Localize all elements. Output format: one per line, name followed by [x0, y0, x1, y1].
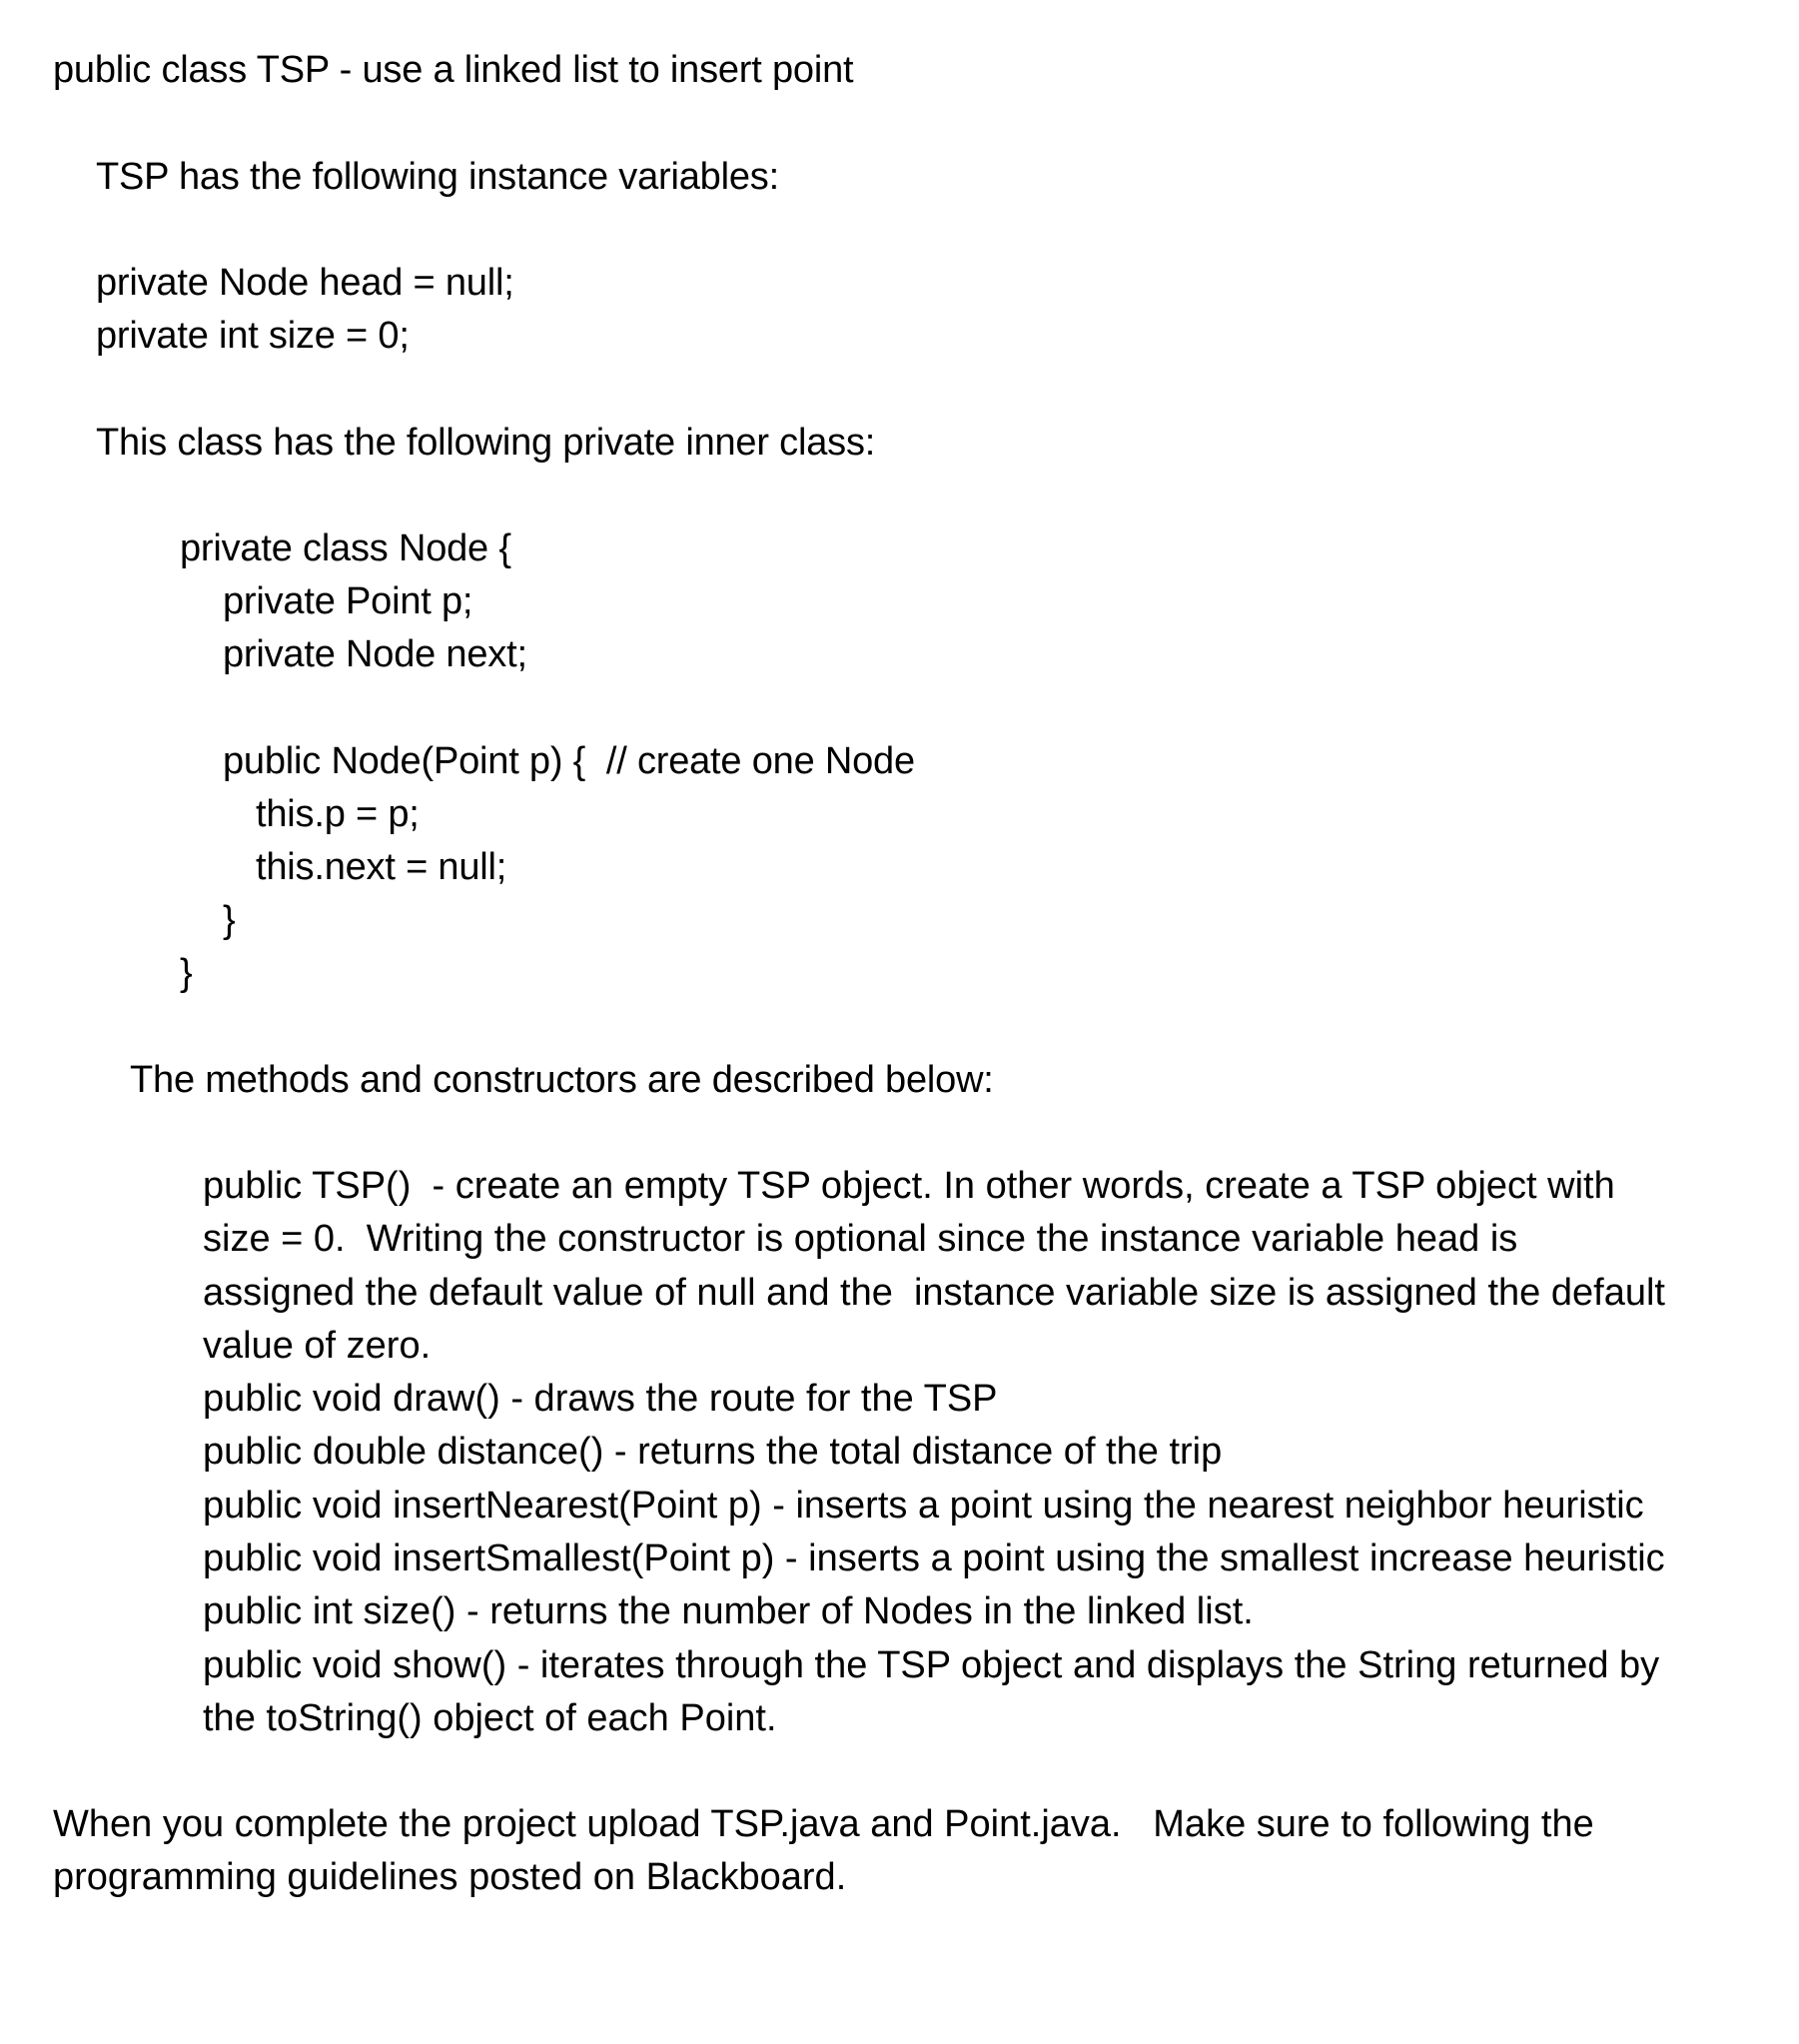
methods-list — [203, 1160, 1665, 1745]
method-line: public void insertNearest(Point p) - inserts a point using the nearest neighbor heuristic — [203, 1484, 1644, 1527]
method-line: public int size() - returns the number of Nodes in the linked list. — [203, 1590, 1254, 1633]
instance-vars-heading: TSP has the following instance variables: — [96, 156, 779, 198]
method-line: size = 0. Writing the constructor is optional since the instance variable head is — [203, 1218, 1518, 1261]
method-line: assigned the default value of null and the instance variable size is assigned the default — [203, 1271, 1665, 1314]
method-line: public double distance() - returns the total distance of the trip — [203, 1431, 1223, 1474]
code-line-close-constructor: } — [223, 899, 236, 941]
method-line: public TSP() - create an empty TSP object. In other words, create a TSP object with — [203, 1165, 1615, 1207]
method-line: the toString() object of each Point. — [203, 1696, 777, 1739]
closing-line: When you complete the project upload TSP.java and Point.java. Make sure to following the — [53, 1803, 1594, 1845]
method-line: value of zero. — [203, 1324, 432, 1367]
code-line-assign-next: this.next = null; — [256, 846, 507, 888]
methods-heading: The methods and constructors are described below: — [130, 1059, 994, 1101]
code-line-close-class: } — [180, 952, 193, 994]
method-line: public void insertSmallest(Point p) - inserts a point using the smallest increase heuristic — [203, 1537, 1665, 1580]
inner-class-heading: This class has the following private inner class: — [96, 422, 876, 464]
closing-line: programming guidelines posted on Blackboard. — [53, 1856, 847, 1899]
code-line-field-p: private Point p; — [223, 580, 473, 622]
document-title: public class TSP - use a linked list to insert point — [53, 49, 854, 91]
method-line: public void show() - iterates through the TSP object and displays the String returned by — [203, 1643, 1660, 1686]
code-line-assign-p: this.p = p; — [256, 793, 420, 835]
code-line-class-decl: private class Node { — [180, 527, 511, 569]
method-line: public void draw() - draws the route for the TSP — [203, 1378, 998, 1421]
code-line-field-next: private Node next; — [223, 633, 527, 675]
code-line-head: private Node head = null; — [96, 262, 514, 304]
code-line-size: private int size = 0; — [96, 315, 410, 357]
code-line-constructor: public Node(Point p) { // create one Node — [223, 740, 915, 782]
closing-paragraph — [53, 1798, 1594, 1905]
